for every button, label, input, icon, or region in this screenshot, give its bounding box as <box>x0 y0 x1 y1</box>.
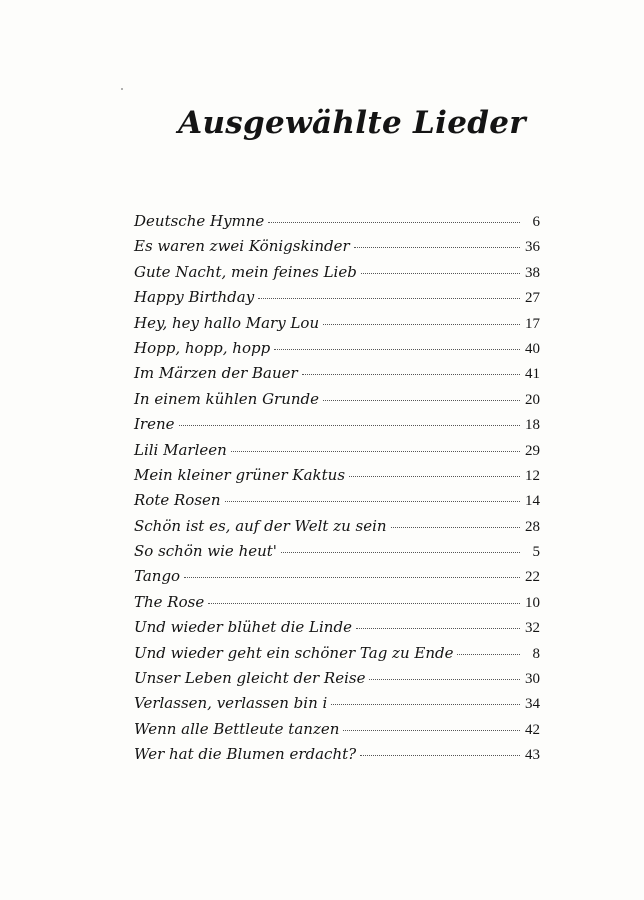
toc-entry-page-number: 29 <box>525 442 540 459</box>
dot-leader <box>225 501 520 502</box>
toc-entry <box>134 466 540 491</box>
toc-entry <box>134 542 540 567</box>
dot-leader <box>231 451 520 452</box>
toc-entry-page-number: 5 <box>532 544 540 561</box>
toc-entry-title: Wenn alle Bettleute tanzen <box>134 719 340 738</box>
dot-leader <box>268 222 520 223</box>
dot-leader <box>354 247 520 248</box>
toc-entry <box>134 415 540 440</box>
dot-leader <box>360 755 520 756</box>
toc-entry-title: Wer hat die Blumen erdacht? <box>134 745 357 764</box>
toc-entry <box>134 644 540 669</box>
toc-entry-page-number: 8 <box>532 645 540 662</box>
toc-entry <box>134 364 540 389</box>
toc-entry-title: Rote Rosen <box>134 491 221 510</box>
dot-leader <box>391 527 520 528</box>
dot-leader <box>361 273 520 274</box>
toc-entry <box>134 669 540 694</box>
toc-entry <box>134 288 540 313</box>
toc-entry <box>134 694 540 719</box>
toc-entry-page-number: 20 <box>525 391 540 408</box>
toc-entry <box>134 567 540 592</box>
dot-leader <box>179 425 520 426</box>
toc-entry-title: Mein kleiner grüner Kaktus <box>134 465 346 484</box>
toc-entry-title: Irene <box>134 415 175 434</box>
toc-entry <box>134 212 540 237</box>
dot-leader <box>281 552 520 553</box>
toc-entry-title: Und wieder blühet die Linde <box>134 618 352 637</box>
toc-entry <box>134 593 540 618</box>
toc-entry <box>134 263 540 288</box>
toc-entry-title: Hey, hey hallo Mary Lou <box>134 313 320 332</box>
toc-entry <box>134 339 540 364</box>
toc-entry-title: So schön wie heut' <box>134 542 277 561</box>
toc-entry-page-number: 43 <box>525 747 540 764</box>
toc-entry <box>134 441 540 466</box>
dot-leader <box>323 400 520 401</box>
toc-entry-page-number: 30 <box>525 671 540 688</box>
toc-entry-title: Happy Birthday <box>134 288 255 307</box>
dot-leader <box>274 349 520 350</box>
toc-entry-page-number: 28 <box>525 518 540 535</box>
toc-entry-page-number: 41 <box>525 366 540 383</box>
toc-entry-title: Und wieder geht ein schöner Tag zu Ende <box>134 643 454 662</box>
toc-entry-title: Im Märzen der Bauer <box>134 364 298 383</box>
dot-leader <box>349 476 520 477</box>
dot-leader <box>343 730 520 731</box>
toc-entry <box>134 314 540 339</box>
toc-entry-title: Unser Leben gleicht der Reise <box>134 669 366 688</box>
page-title: Ausgewählte Lieder <box>178 104 526 141</box>
dot-leader <box>258 298 520 299</box>
toc-entry-page-number: 17 <box>525 315 540 332</box>
dot-leader <box>184 577 520 578</box>
toc-entry <box>134 720 540 745</box>
toc-entry-page-number: 40 <box>525 340 540 357</box>
toc-entry <box>134 618 540 643</box>
toc-entry-title: Verlassen, verlassen bin i <box>134 694 328 713</box>
toc-entry-page-number: 12 <box>525 467 540 484</box>
toc-entry-title: The Rose <box>134 592 205 611</box>
table-of-contents <box>134 212 540 771</box>
toc-entry <box>134 491 540 516</box>
dot-leader <box>356 628 520 629</box>
dot-leader <box>208 603 520 604</box>
dot-leader <box>457 654 520 655</box>
toc-entry-title: Lili Marleen <box>134 440 227 459</box>
toc-entry-title: In einem kühlen Grunde <box>134 389 320 408</box>
toc-entry-page-number: 10 <box>525 594 540 611</box>
toc-entry-title: Gute Nacht, mein feines Lieb <box>134 262 357 281</box>
toc-entry-title: Hopp, hopp, hopp <box>134 338 271 357</box>
scan-speck <box>121 88 123 90</box>
toc-entry-page-number: 14 <box>525 493 540 510</box>
toc-entry-page-number: 36 <box>525 239 540 256</box>
toc-entry-title: Tango <box>134 567 181 586</box>
toc-entry <box>134 745 540 770</box>
toc-entry-title: Deutsche Hymne <box>134 212 265 230</box>
toc-entry-page-number: 38 <box>525 264 540 281</box>
dot-leader <box>323 324 520 325</box>
toc-entry <box>134 390 540 415</box>
toc-entry-page-number: 22 <box>525 569 540 586</box>
dot-leader <box>302 374 520 375</box>
toc-entry-page-number: 34 <box>525 696 540 713</box>
toc-entry-page-number: 42 <box>525 721 540 738</box>
toc-entry-title: Es waren zwei Königskinder <box>134 237 350 256</box>
toc-entry <box>134 237 540 262</box>
toc-entry-page-number: 18 <box>525 417 540 434</box>
dot-leader <box>331 704 520 705</box>
toc-entry <box>134 517 540 542</box>
toc-entry-page-number: 32 <box>525 620 540 637</box>
toc-entry-title: Schön ist es, auf der Welt zu sein <box>134 516 387 535</box>
toc-entry-page-number: 27 <box>525 290 540 307</box>
dot-leader <box>369 679 520 680</box>
toc-entry-page-number: 6 <box>532 214 540 230</box>
